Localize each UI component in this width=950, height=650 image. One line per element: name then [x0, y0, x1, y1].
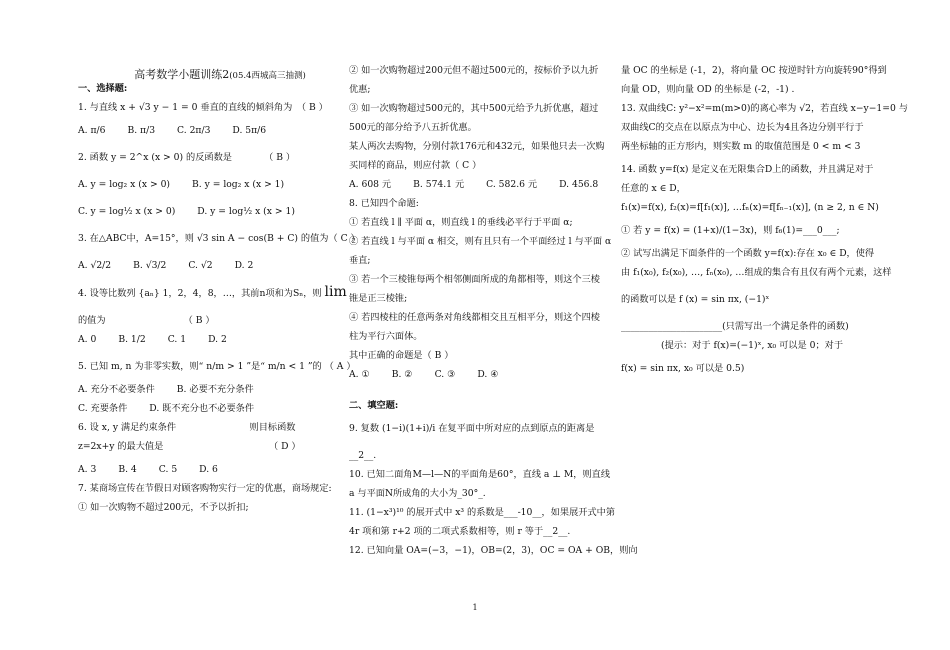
question-14-part-1: ① 若 y = f(x) = (1+x)/(1−3x)，则 f₆(1)=___0___; — [621, 225, 840, 236]
question-3: 3. 在△ABC中，A=15°，则 √3 sin A − cos(B + C) 的值为（ C ） — [78, 233, 360, 244]
option: D. ④ — [477, 369, 499, 380]
question-4-tail: 的值为 （ B ） — [78, 315, 215, 326]
option: B. ② — [391, 369, 413, 380]
option: C. 5 — [158, 464, 178, 475]
question-9-answer: __2__. — [349, 450, 377, 461]
option: D. 456.8 — [559, 179, 599, 190]
question-14-cont: 任意的 x ∈ D， — [621, 183, 686, 194]
question-7-rule-3-cont: 500元的部分给予八五折优惠。 — [349, 122, 477, 133]
question-8-statement-1: ① 若直线 l ∥ 平面 α，则直线 l 的垂线必平行于平面 α; — [349, 217, 573, 228]
option: C. 1 — [167, 334, 187, 345]
question-6: 6. 设 x, y 满足约束条件 则目标函数 — [78, 422, 296, 433]
question-3-options — [78, 259, 340, 272]
question-5-options-row1 — [78, 383, 340, 396]
option: D. 既不充分也不必要条件 — [149, 403, 255, 414]
question-12-cont-2: 向量 OD，则向量 OD 的坐标是 (-2，-1) . — [621, 84, 795, 95]
column-2 — [349, 58, 638, 557]
question-2-options-row1 — [78, 178, 340, 191]
question-14-part-2: ② 试写出满足下面条件的一个函数 y=f(x):存在 x₀ ∈ D，使得 — [621, 248, 875, 259]
option: A. 608 元 — [349, 179, 392, 190]
option: C. 充要条件 — [78, 403, 128, 414]
question-5-options-row2 — [78, 402, 340, 415]
option: A. y = log₂ x (x > 0) — [78, 179, 170, 190]
option: C. 582.6 元 — [486, 179, 538, 190]
section-choice-heading: 一、选择题: — [78, 83, 128, 94]
option: C. √2 — [188, 260, 213, 271]
question-14-definition: f₁(x)=f(x), f₂(x)=f[f₁(x)], …fₙ(x)=f[fₙ₋₁(x)], (n ≥ 2, n ∈ N) — [621, 202, 879, 213]
question-14: 14. 函数 y=f(x) 是定义在无限集合D上的函数，并且满足对于 — [621, 164, 874, 175]
option: B. 必要不充分条件 — [176, 384, 254, 395]
question-9: 9. 复数 (1−i)(1+i)/i 在复平面中所对应的点到原点的距离是 — [349, 423, 595, 434]
option: B. √3/2 — [133, 260, 167, 271]
question-12-cont: 量 OC 的坐标是 (-1，2)，将向量 OC 按逆时针方向旋转90°得到 — [621, 65, 887, 76]
question-2-options-row2 — [78, 205, 340, 218]
question-14-answer: 的函数可以是 f (x) = sin πx, (−1)ˣ — [621, 294, 770, 305]
option: A. √2/2 — [78, 260, 112, 271]
option: D. 2 — [208, 334, 227, 345]
option: D. 5π/6 — [232, 125, 267, 136]
question-4 — [78, 284, 347, 300]
question-8-statement-4: ④ 若四棱柱的任意两条对角线都相交且互相平分，则这个四棱 — [349, 312, 600, 323]
question-4-options — [78, 333, 340, 346]
question-5: 5. 已知 m, n 为非零实数，则“ n/m > 1 ”是“ m/n < 1 ”的 （ A ） — [78, 361, 356, 372]
option: D. 2 — [234, 260, 254, 271]
option: D. 6 — [199, 464, 218, 475]
question-7-rule-2-cont: 优惠; — [349, 84, 371, 95]
option: B. 574.1 元 — [413, 179, 465, 190]
option: B. π/3 — [127, 125, 156, 136]
question-13-cont-2: 两坐标轴的正方形内，则实数 m 的取值范围是 0 < m < 3 — [621, 141, 861, 152]
column-1 — [78, 58, 360, 514]
option: A. 充分不必要条件 — [78, 384, 155, 395]
question-13: 13. 双曲线C: y²−x²=m(m>0)的离心率为 √2，若直线 x−y−1=0 与 — [621, 103, 908, 114]
option: B. y = log₂ x (x > 1) — [192, 179, 285, 190]
question-6-tail: z=2x+y 的最大值是 （ D ） — [78, 441, 301, 452]
question-8-statement-3-cont: 锥是正三棱锥; — [349, 293, 408, 304]
question-11-cont: 4r 项和第 r+2 项的二项式系数相等，则 r 等于__2__. — [349, 526, 571, 537]
question-8: 8. 已知四个命题: — [349, 198, 419, 209]
question-14-hint: (提示：对于 f(x)=(−1)ˣ, x₀ 可以是 0；对于 — [661, 340, 844, 351]
question-7-options — [349, 178, 611, 191]
question-7-rule-2: ② 如一次购物超过200元但不超过500元的，按标价予以九折 — [349, 65, 599, 76]
option: A. ① — [349, 369, 370, 380]
title-text: 高考数学小题训练2 — [134, 68, 230, 81]
limit-symbol: lim — [324, 284, 347, 300]
option: A. 3 — [78, 464, 97, 475]
question-7-body: 某人两次去购物，分别付款176元和432元，如果他只去一次购 — [349, 141, 605, 152]
question-8-options — [349, 368, 611, 381]
question-13-cont: 双曲线C的交点在以原点为中心、边长为4且各边分别平行于 — [621, 122, 864, 133]
question-10: 10. 已知二面角M—l—N的平面角是60°，直线 a ⊥ M，则直线 — [349, 469, 611, 480]
question-7-rule-3: ③ 如一次购物超过500元的，其中500元给予九折优惠，超过 — [349, 103, 599, 114]
option: B. 1/2 — [118, 334, 146, 345]
question-4-text: 4. 设等比数列 {aₙ} 1，2，4，8，…，其前n项和为Sₙ，则 — [78, 288, 322, 299]
question-10-cont: a 与平面N所成角的大小为_30°_. — [349, 488, 486, 499]
question-7: 7. 某商场宣传在节假日对顾客购物实行一定的优惠，商场规定: — [78, 483, 332, 494]
option: D. y = log½ x (x > 1) — [197, 206, 295, 217]
option: A. π/6 — [78, 125, 106, 136]
question-8-prompt: 其中正确的命题是（ B ） — [349, 350, 454, 361]
question-6-options — [78, 463, 340, 476]
page-number: 1 — [472, 603, 478, 612]
question-14-part-2-cont: 由 f₁(x₀), f₂(x₀), …, fₙ(x₀), …组成的集合有且仅有两个元素，这样 — [621, 267, 892, 278]
question-1: 1. 与直线 x + √3 y − 1 = 0 垂直的直线的倾斜角为 （ B ） — [78, 102, 328, 113]
question-12: 12. 已知向量 OA=(−3，−1)，OB=(2，3)，OC = OA + OB，则向 — [349, 545, 638, 556]
option: C. 2π/3 — [177, 125, 211, 136]
section-fill-heading: 二、填空题: — [349, 400, 399, 411]
question-14-hint-cont: f(x) = sin πx, x₀ 可以是 0.5) — [621, 363, 745, 374]
option: C. ③ — [434, 369, 456, 380]
question-8-statement-2-cont: 垂直; — [349, 255, 371, 266]
question-8-statement-3: ③ 若一个三棱锥每两个相邻侧面所成的角都相等，则这个三棱 — [349, 274, 600, 285]
question-11: 11. (1−x³)¹⁰ 的展开式中 x³ 的系数是___-10__，如果展开式中第 — [349, 507, 616, 518]
column-3 — [621, 58, 908, 375]
question-8-statement-4-cont: 柱为平行六面体。 — [349, 331, 423, 342]
option: B. 4 — [118, 464, 137, 475]
question-7-rule-1: ① 如一次购物不超过200元，不予以折扣; — [78, 502, 249, 513]
question-1-options — [78, 124, 340, 137]
title-note: (05.4西城高三抽测) — [229, 71, 306, 81]
option: A. 0 — [78, 334, 97, 345]
question-14-blank: ______________________(只需写出一个满足条件的函数) — [621, 321, 849, 332]
question-7-body-cont: 买同样的商品，则应付款（ C ） — [349, 160, 482, 171]
question-2: 2. 函数 y = 2^x (x > 0) 的反函数是 （ B ） — [78, 152, 296, 163]
option: C. y = log½ x (x > 0) — [78, 206, 176, 217]
question-8-statement-2: ② 若直线 l 与平面 α 相交，则有且只有一个平面经过 l 与平面 α — [349, 236, 612, 247]
